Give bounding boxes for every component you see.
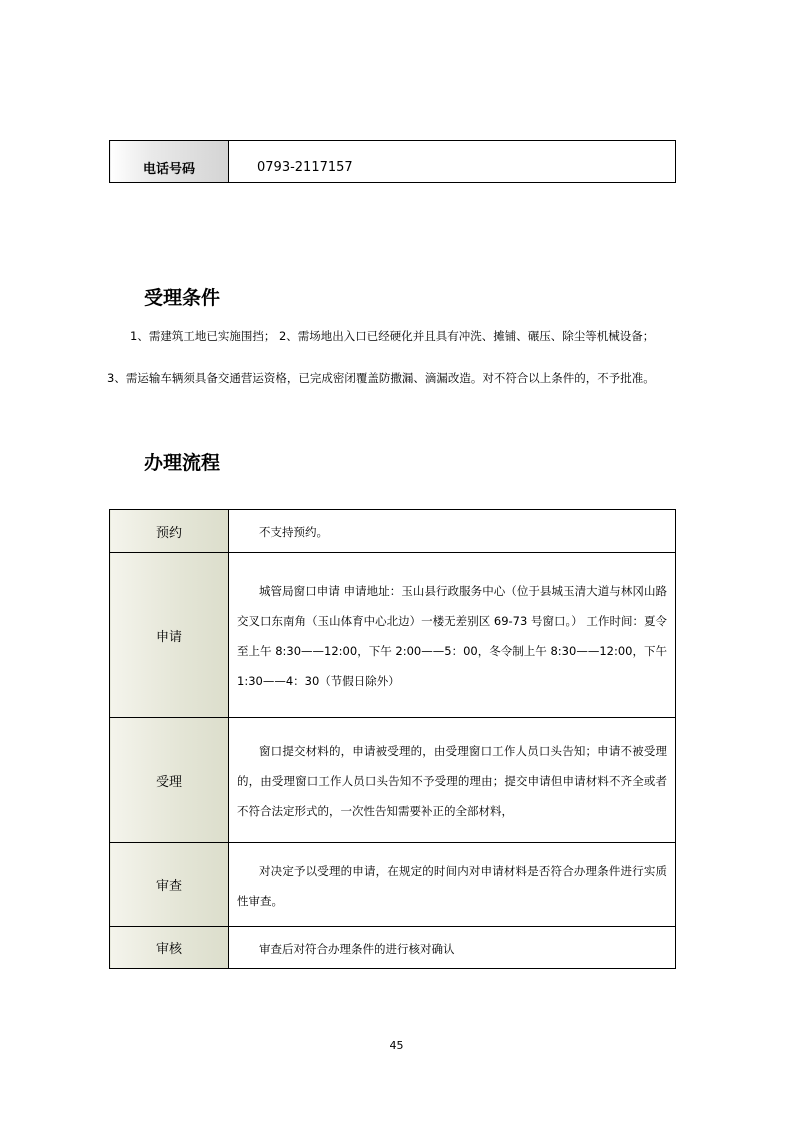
process-step-text: 窗口提交材料的，申请被受理的，由受理窗口工作人员口头告知；申请不被受理的，由受理窗口工作人员口头告知不予受理的理由；提交申请但申请材料不齐全或者不符合法定形式的，一次性告知需要补正的全部材料， [229,718,676,843]
condition-line-1: 1、需建筑工地已实施围挡； 2、需场地出入口已经硬化并且具有冲洗、摊铺、碾压、除尘等机械设备； [130,329,655,343]
process-step-label: 受理 [110,718,229,843]
phone-label: 电话号码 [110,141,229,183]
process-step-text: 不支持预约。 [229,510,676,553]
process-heading: 办理流程 [144,452,221,474]
process-step-label: 预约 [110,510,229,553]
condition-line-2: 3、需运输车辆须具备交通营运资格，已完成密闭覆盖防撒漏、滴漏改造。对不符合以上条件的，不予批准。 [107,371,655,385]
process-row-verify [110,927,676,969]
process-row-accept [110,718,676,843]
process-step-text: 审查后对符合办理条件的进行核对确认 [229,927,676,969]
contact-table [109,140,676,183]
process-row-review [110,843,676,927]
process-step-text: 对决定予以受理的申请，在规定的时间内对申请材料是否符合办理条件进行实质性审查。 [229,843,676,927]
process-step-label: 申请 [110,553,229,718]
process-step-text: 城管局窗口申请 申请地址：玉山县行政服务中心（位于县城玉清大道与林冈山路交叉口东南角（玉山体育中心北边）一楼无差别区 69-73 号窗口。） 工作时间：夏令至上午 8:30——12:00，下午 2:00——5：00，冬令制上午 8:30——12:00，下午 1:30——4：30（节假日除外） [229,553,676,718]
phone-value: 0793-2117157 [229,141,676,183]
process-step-label: 审查 [110,843,229,927]
process-step-label: 审核 [110,927,229,969]
process-row-apply [110,553,676,718]
page-number: 45 [389,1039,404,1052]
conditions-heading: 受理条件 [144,287,221,309]
process-row-reserve [110,510,676,553]
process-table [109,509,676,969]
